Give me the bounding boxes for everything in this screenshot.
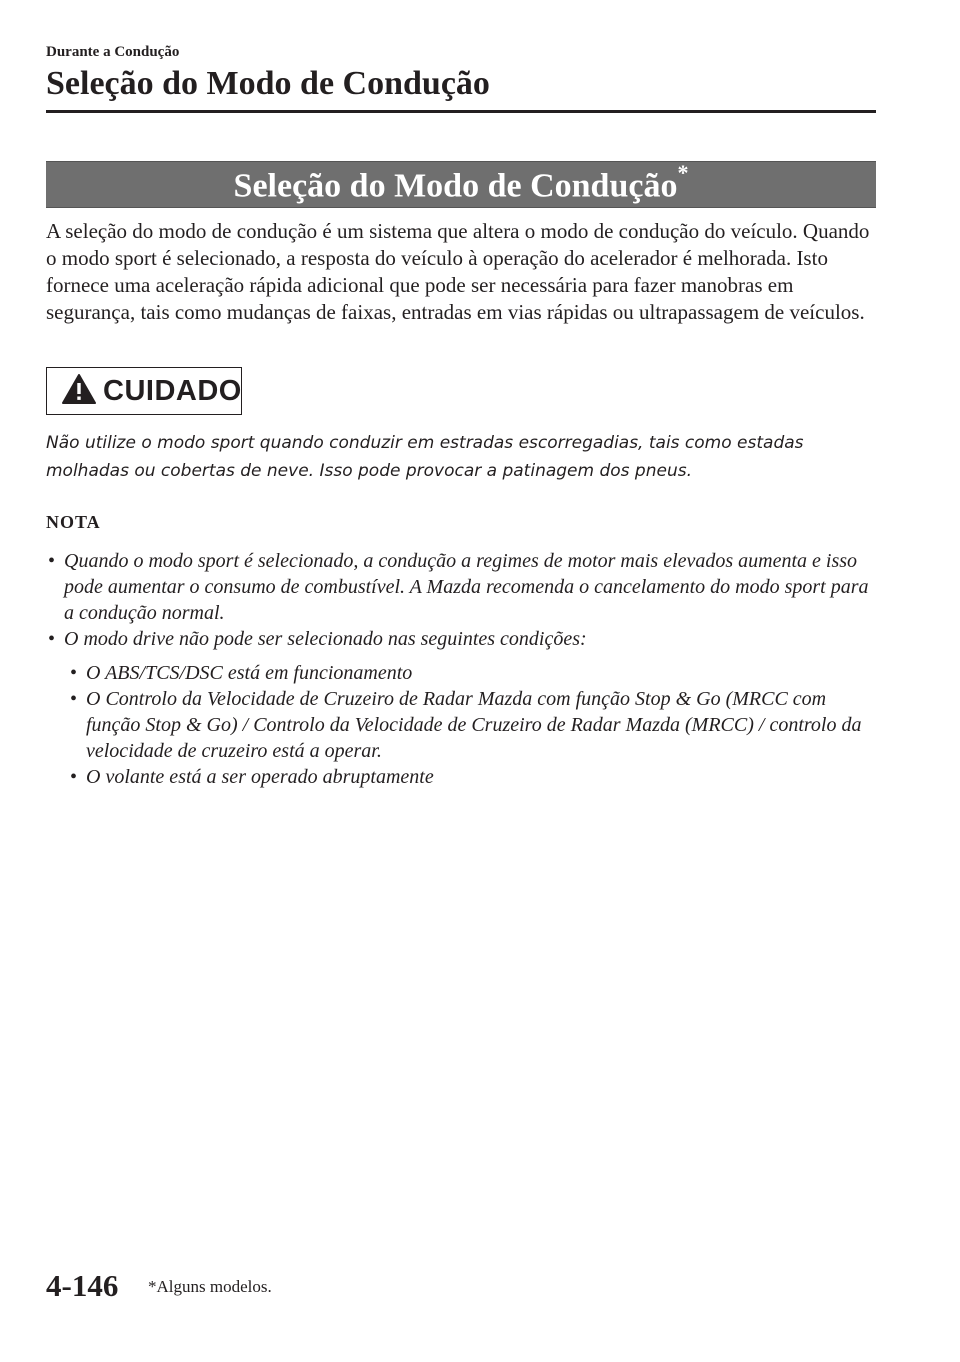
section-title-bar <box>46 161 876 208</box>
sub-list-item <box>46 686 876 764</box>
list-item <box>46 548 876 626</box>
page-title: Seleção do Modo de Condução <box>46 65 490 102</box>
warning-triangle-icon <box>61 373 97 410</box>
footnote: *Alguns modelos. <box>148 1277 272 1296</box>
section-title <box>233 159 689 205</box>
list-item-text: O ABS/TCS/DSC está em funcionamento <box>86 662 413 684</box>
note-list <box>46 548 876 790</box>
caution-label: CUIDADO <box>103 374 242 407</box>
bullet-icon: • <box>70 688 78 710</box>
bullet-icon: • <box>70 662 78 684</box>
page-number: 4-146 <box>46 1268 119 1303</box>
optional-marker: * <box>677 159 689 185</box>
section-title-text: Seleção do Modo de Condução <box>233 167 678 205</box>
list-item <box>46 626 876 652</box>
list-item-text: O Controlo da Velocidade de Cruzeiro de Radar Mazda com função Stop & Go (MRCC com função Stop & Go) / Controlo da Velocidade de Cruzeiro de Radar Mazda (MRCC) / controlo da velocidade de cruzeiro está a operar. <box>86 688 862 762</box>
caution-text: Não utilize o modo sport quando conduzir em estradas escorregadias, tais como estadas molhadas ou cobertas de neve. Isso pode provocar a patinagem dos pneus. <box>46 433 804 481</box>
list-item-text: Quando o modo sport é selecionado, a condução a regimes de motor mais elevados aumenta e isso pode aumentar o consumo de combustível. A Mazda recomenda o cancelamento do modo sport para a condução normal. <box>64 550 869 624</box>
list-item-text: O volante está a ser operado abruptamente <box>86 766 434 788</box>
caution-header <box>46 367 242 415</box>
sub-list-item <box>46 660 876 686</box>
intro-paragraph: A seleção do modo de condução é um sistema que altera o modo de condução do veículo. Quando o modo sport é selecionado, a resposta do veículo à operação do acelerador é melhorada. Isto fornece uma aceleração rápida adicional que pode ser necessária para fazer manobras em segurança, tais como mudanças de faixas, entradas em vias rápidas ou ultrapassagem de veículos. <box>46 219 870 324</box>
list-item-text: O modo drive não pode ser selecionado nas seguintes condições: <box>64 628 587 650</box>
note-label: NOTA <box>46 512 101 532</box>
bullet-icon: • <box>48 550 56 572</box>
bullet-icon: • <box>70 766 78 788</box>
section-label: Durante a Condução <box>46 44 180 60</box>
bullet-icon: • <box>48 628 56 650</box>
sub-list-item <box>46 764 876 790</box>
heading-divider <box>46 110 876 113</box>
